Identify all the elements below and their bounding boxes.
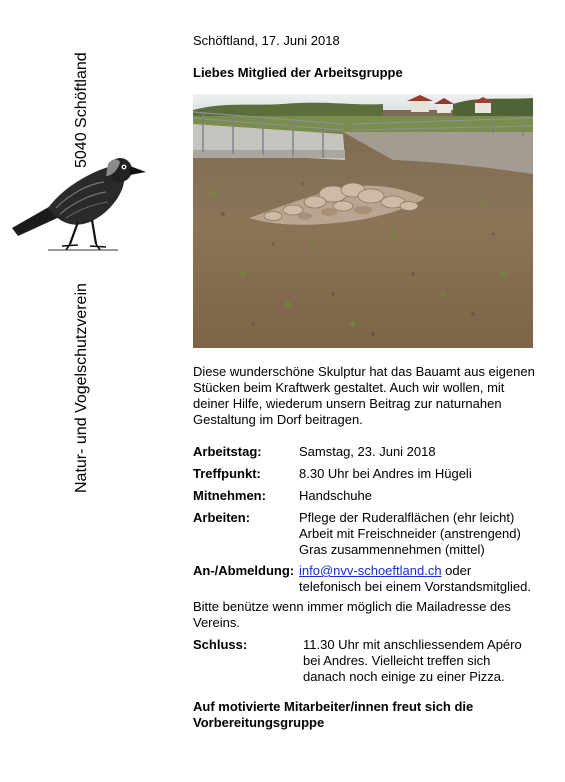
organization-address: 5040 Schöftland: [73, 52, 90, 168]
note-line: Vereins.: [193, 615, 240, 630]
detail-value: [299, 444, 559, 460]
detail-value: [303, 637, 563, 685]
intro-line: deiner Hilfe, wiederum unsern Beitrag zur naturnahen: [193, 396, 502, 411]
detail-value-line: 8.30 Uhr bei Andres im Hügeli: [299, 466, 472, 481]
detail-value-line: Samstag, 23. Juni 2018: [299, 444, 436, 459]
email-note: [193, 599, 555, 631]
closing-line: Vorbereitungsgruppe: [193, 715, 325, 730]
organization-name-vertical: [38, 0, 128, 520]
place-date: Schöftland, 17. Juni 2018: [193, 33, 340, 48]
detail-value-line: Pflege der Ruderalflächen (ehr leicht): [299, 510, 515, 525]
detail-value: [299, 466, 559, 482]
closing-line: Auf motivierte Mitarbeiter/innen freut sich die: [193, 699, 474, 714]
intro-line: Stücken beim Kraftwerk gestaltet. Auch wir wollen, mit: [193, 380, 505, 395]
note-line: Bitte benütze wenn immer möglich die Mailadresse des: [193, 599, 511, 614]
detail-value-line: Handschuhe: [299, 488, 372, 503]
detail-value-line: danach noch einige zu einer Pizza.: [303, 669, 505, 684]
detail-value-line: Arbeit mit Freischneider (anstrengend): [299, 526, 521, 541]
detail-label: Mitnehmen:: [193, 488, 266, 503]
detail-value-line: [299, 563, 559, 579]
detail-label: Treffpunkt:: [193, 466, 261, 481]
detail-value-line: bei Andres. Vielleicht treffen sich: [303, 653, 491, 668]
intro-paragraph: [193, 364, 555, 428]
organization-sidebar: [38, 0, 128, 520]
intro-line: Diese wunderschöne Skulptur hat das Bauamt aus eigenen: [193, 364, 535, 379]
email-suffix: oder: [441, 563, 472, 578]
detail-value-line: 11.30 Uhr mit anschliessendem Apéro: [303, 637, 522, 652]
detail-label: Arbeitstag:: [193, 444, 262, 459]
detail-label: Arbeiten:: [193, 510, 251, 525]
intro-line: Gestaltung im Dorf beitragen.: [193, 412, 363, 427]
detail-label: An-/Abmeldung:: [193, 563, 295, 578]
organization-full-name: Natur- und Vogelschutzverein: [73, 283, 90, 493]
greeting-heading: Liebes Mitglied der Arbeitsgruppe: [193, 65, 403, 80]
stone-sculpture-photo: [193, 94, 533, 348]
jackdaw-logo-icon: [8, 148, 156, 260]
detail-value: [299, 488, 559, 504]
detail-label: Schluss:: [193, 637, 248, 652]
detail-value-line: Gras zusammennehmen (mittel): [299, 542, 485, 557]
detail-value: [299, 510, 559, 558]
email-link[interactable]: info@nvv-schoeftland.ch: [299, 563, 442, 578]
closing-signature: [193, 699, 555, 731]
detail-value-line: telefonisch bei einem Vorstandsmitglied.: [299, 579, 531, 594]
detail-value: [299, 563, 559, 595]
